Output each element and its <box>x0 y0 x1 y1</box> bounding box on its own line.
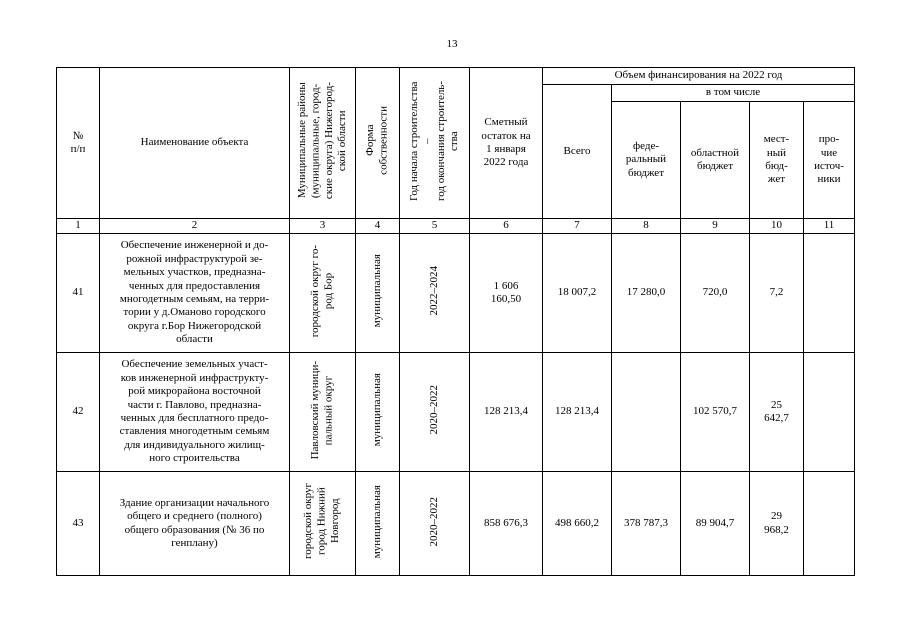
header-col-estimate: Сметный остаток на 1 января 2022 года <box>470 68 543 219</box>
header-col-district-text: Муниципальные районы (муниципальные, город- ские округа) Нижегород- ской области <box>295 82 348 200</box>
row-regional: 89 904,7 <box>681 472 750 576</box>
row-ownership <box>356 234 400 353</box>
row-years <box>400 353 470 472</box>
row-name: Обеспечение земельных участ- ков инженерной инфраструкту- рой микрорайона восточной части г. Павлово, предназна- ченных для бесплатного предо- ставления многодетным семьям для индивидуального жилищ- ного строительства <box>100 353 290 472</box>
column-number: 3 <box>290 219 356 234</box>
column-number-row <box>57 219 855 234</box>
row-local: 29 968,2 <box>750 472 804 576</box>
column-number: 9 <box>681 219 750 234</box>
table-row <box>57 472 855 576</box>
page-number: 13 <box>446 38 458 50</box>
table-row <box>57 353 855 472</box>
row-ownership <box>356 353 400 472</box>
header-col-years-text: Год начала строительства – год окончания строитель- ства <box>407 80 460 201</box>
row-regional: 720,0 <box>681 234 750 353</box>
header-col-name: Наименование объекта <box>100 68 290 219</box>
row-ownership-text: муниципальная <box>370 484 383 558</box>
row-ownership <box>356 472 400 576</box>
row-district <box>290 234 356 353</box>
column-number: 10 <box>750 219 804 234</box>
column-number: 8 <box>612 219 681 234</box>
row-years <box>400 472 470 576</box>
header-col-total: Всего <box>543 85 612 219</box>
row-estimate: 858 676,3 <box>470 472 543 576</box>
row-other <box>804 353 855 472</box>
column-number: 1 <box>57 219 100 234</box>
column-number: 4 <box>356 219 400 234</box>
row-years-text: 2020–2022 <box>427 496 440 547</box>
header-group-financing: Объем финансирования на 2022 год <box>543 68 855 85</box>
row-regional: 102 570,7 <box>681 353 750 472</box>
header-col-other: про- чие источ- ники <box>804 102 855 219</box>
row-num: 41 <box>57 234 100 353</box>
row-federal <box>612 353 681 472</box>
header-col-num: № п/п <box>57 68 100 219</box>
row-total: 18 007,2 <box>543 234 612 353</box>
row-name: Здание организации начального общего и среднего (полного) общего образования (№ 36 по генплану) <box>100 472 290 576</box>
table-row <box>57 234 855 353</box>
row-num: 43 <box>57 472 100 576</box>
header-col-district <box>290 68 356 219</box>
row-district <box>290 353 356 472</box>
row-local: 7,2 <box>750 234 804 353</box>
row-district-text: Павловский муници- пальный округ <box>309 360 335 459</box>
column-number: 7 <box>543 219 612 234</box>
row-federal: 17 280,0 <box>612 234 681 353</box>
row-other <box>804 472 855 576</box>
row-total: 498 660,2 <box>543 472 612 576</box>
row-num: 42 <box>57 353 100 472</box>
row-local: 25 642,7 <box>750 353 804 472</box>
row-ownership-text: муниципальная <box>370 254 383 328</box>
column-number: 2 <box>100 219 290 234</box>
row-years-text: 2022–2024 <box>427 266 440 316</box>
header-row <box>57 68 855 85</box>
header-col-regional: областной бюджет <box>681 102 750 219</box>
column-number: 6 <box>470 219 543 234</box>
row-other <box>804 234 855 353</box>
row-estimate: 128 213,4 <box>470 353 543 472</box>
column-number: 11 <box>804 219 855 234</box>
column-number: 5 <box>400 219 470 234</box>
header-col-ownership <box>356 68 400 219</box>
row-total: 128 213,4 <box>543 353 612 472</box>
row-federal: 378 787,3 <box>612 472 681 576</box>
row-district <box>290 472 356 576</box>
header-col-local: мест- ный бюд- жет <box>750 102 804 219</box>
header-col-federal: феде- ральный бюджет <box>612 102 681 219</box>
row-ownership-text: муниципальная <box>370 373 383 447</box>
row-name: Обеспечение инженерной и до- рожной инфраструктурой зе- мельных участков, предназна- ченных для предоставления многодетным семьям, на терри- тории у д.Оманово городского округа г.Бор Нижегородской области <box>100 234 290 353</box>
financing-table <box>56 67 855 576</box>
header-col-years <box>400 68 470 219</box>
row-district-text: городской округ город Нижний Новгород <box>302 483 342 560</box>
row-years <box>400 234 470 353</box>
header-col-ownership-text: Форма собственности <box>364 106 390 176</box>
header-subgroup-including: в том числе <box>612 85 855 102</box>
row-years-text: 2020–2022 <box>427 385 440 435</box>
row-district-text: городской округ го- род Бор <box>309 244 335 337</box>
row-estimate: 1 606 160,50 <box>470 234 543 353</box>
